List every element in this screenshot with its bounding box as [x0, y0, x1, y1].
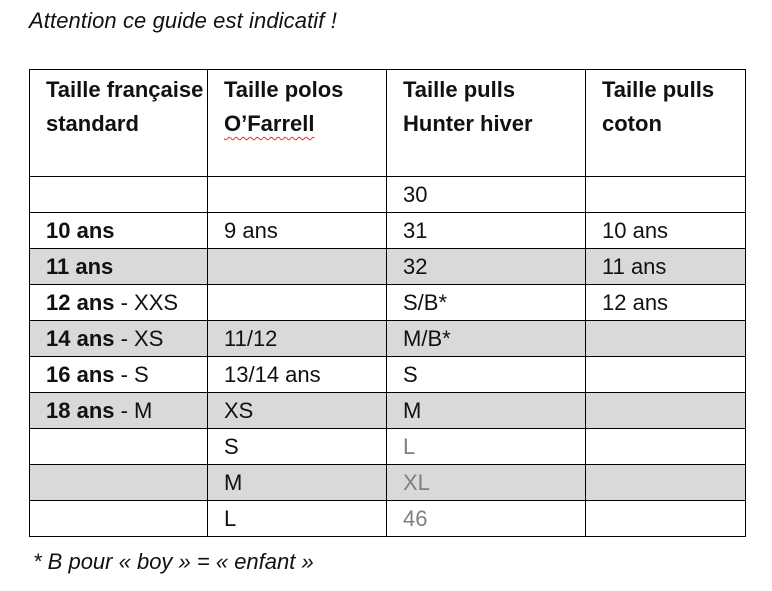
- cell-taille-hunter: 30: [387, 177, 586, 213]
- cell-taille-francaise-age: 11 ans: [46, 254, 114, 279]
- table-row: [30, 501, 746, 537]
- cell-taille-hunter: 46: [387, 501, 586, 537]
- cell-taille-hunter: S/B*: [387, 285, 586, 321]
- cell-taille-coton: 10 ans: [586, 213, 746, 249]
- header-taille-coton: Taille pulls coton: [586, 70, 746, 177]
- header-taille-polos: [208, 70, 387, 177]
- cell-taille-hunter: 31: [387, 213, 586, 249]
- cell-taille-hunter: XL: [387, 465, 586, 501]
- table-row: [30, 393, 746, 429]
- table-row: [30, 249, 746, 285]
- cell-taille-polos: M: [208, 465, 387, 501]
- table-row: [30, 357, 746, 393]
- header-polos-brand: O’Farrell: [224, 111, 315, 136]
- cell-taille-polos: L: [208, 501, 387, 537]
- cell-taille-coton: [586, 177, 746, 213]
- cell-taille-coton: 11 ans: [586, 249, 746, 285]
- cell-taille-francaise: [30, 465, 208, 501]
- cell-taille-francaise: [30, 393, 208, 429]
- cell-taille-francaise-letter: - XXS: [114, 290, 179, 315]
- cell-taille-francaise-letter: - XS: [114, 326, 164, 351]
- cell-taille-francaise: [30, 321, 208, 357]
- cell-taille-francaise: [30, 357, 208, 393]
- cell-taille-hunter: 32: [387, 249, 586, 285]
- cell-taille-coton: 12 ans: [586, 285, 746, 321]
- cell-taille-francaise: [30, 429, 208, 465]
- cell-taille-coton: [586, 357, 746, 393]
- cell-taille-hunter: S: [387, 357, 586, 393]
- cell-taille-coton: [586, 321, 746, 357]
- cell-taille-coton: [586, 465, 746, 501]
- header-taille-hunter: Taille pulls Hunter hiver: [387, 70, 586, 177]
- cell-taille-hunter: M/B*: [387, 321, 586, 357]
- cell-taille-francaise-age: 18 ans: [46, 398, 115, 423]
- cell-taille-francaise: [30, 249, 208, 285]
- table-row: [30, 429, 746, 465]
- table-row: [30, 285, 746, 321]
- cell-taille-polos: XS: [208, 393, 387, 429]
- cell-taille-polos: 13/14 ans: [208, 357, 387, 393]
- cell-taille-francaise: [30, 285, 208, 321]
- cell-taille-polos: [208, 285, 387, 321]
- cell-taille-francaise: [30, 501, 208, 537]
- cell-taille-coton: [586, 393, 746, 429]
- footnote: * B pour « boy » = « enfant »: [33, 549, 314, 574]
- size-guide-table: [29, 69, 746, 537]
- cell-taille-coton: [586, 501, 746, 537]
- cell-taille-francaise-age: 10 ans: [46, 218, 115, 243]
- cell-taille-francaise: [30, 177, 208, 213]
- header-polos-line1: Taille polos: [224, 77, 344, 102]
- cell-taille-francaise-age: 14 ans: [46, 326, 115, 351]
- cell-taille-hunter: L: [387, 429, 586, 465]
- cell-taille-polos: S: [208, 429, 387, 465]
- table-row: [30, 213, 746, 249]
- cell-taille-hunter: M: [387, 393, 586, 429]
- intro-note: Attention ce guide est indicatif !: [29, 8, 337, 33]
- cell-taille-polos: [208, 177, 387, 213]
- cell-taille-polos: [208, 249, 387, 285]
- table-row: [30, 321, 746, 357]
- cell-taille-francaise-age: 12 ans: [46, 290, 115, 315]
- cell-taille-francaise-letter: - M: [114, 398, 153, 423]
- table-body: [30, 177, 746, 537]
- header-taille-francaise: Taille française standard: [30, 70, 208, 177]
- cell-taille-francaise-age: 16 ans: [46, 362, 115, 387]
- cell-taille-polos: 11/12: [208, 321, 387, 357]
- cell-taille-polos: 9 ans: [208, 213, 387, 249]
- header-row: [30, 70, 746, 177]
- cell-taille-francaise: [30, 213, 208, 249]
- cell-taille-francaise-letter: - S: [114, 362, 149, 387]
- cell-taille-coton: [586, 429, 746, 465]
- table-row: [30, 177, 746, 213]
- table-row: [30, 465, 746, 501]
